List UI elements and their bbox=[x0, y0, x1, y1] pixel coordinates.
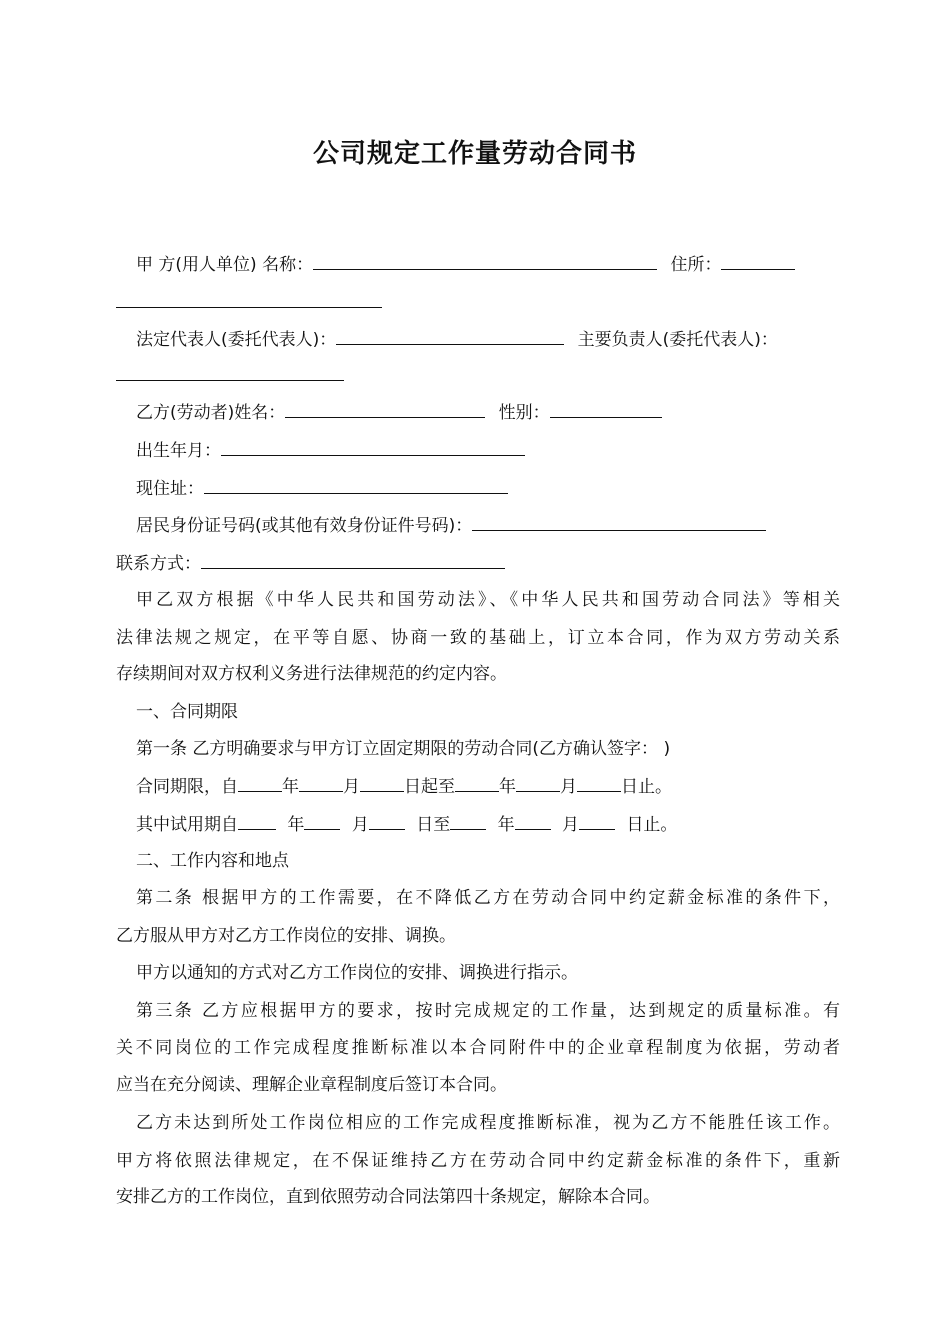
residence-blank bbox=[204, 477, 508, 494]
birth-label: 出生年月： bbox=[136, 441, 221, 461]
probation-prefix: 其中试用期自 bbox=[136, 815, 238, 835]
probation-start-month-blank bbox=[304, 813, 340, 830]
id-line bbox=[136, 514, 840, 537]
document-title: 公司规定工作量劳动合同书 bbox=[312, 139, 637, 169]
party-b-name-label: 乙方(劳动者)姓名： bbox=[136, 403, 286, 423]
probation-end-day-blank bbox=[579, 813, 615, 830]
term-month-label: 月 bbox=[343, 777, 360, 797]
article-3-line-3: 应当在充分阅读、理解企业章程制度后签订本合同。 bbox=[116, 1075, 507, 1095]
principal-blank bbox=[116, 364, 344, 381]
probation-year-label-2: 年 bbox=[497, 815, 515, 835]
term-start-year-blank bbox=[238, 775, 282, 792]
party-a-address-blank bbox=[721, 253, 795, 270]
probation-start-year-blank bbox=[238, 813, 276, 830]
section-1-heading: 一、合同期限 bbox=[136, 702, 238, 722]
term-prefix: 合同期限，自 bbox=[136, 777, 238, 797]
party-a-name-blank bbox=[313, 253, 657, 270]
term-end-year-blank bbox=[455, 775, 499, 792]
birth-blank bbox=[221, 439, 525, 456]
term-month-label-2: 月 bbox=[560, 777, 577, 797]
article-1: 第一条 乙方明确要求与甲方订立固定期限的劳动合同(乙方确认签字： ) bbox=[136, 739, 671, 759]
term-start-day-blank bbox=[360, 775, 404, 792]
contact-blank bbox=[201, 552, 505, 569]
unqualified-line-2: 甲方将依照法律规定，在不保证维持乙方在劳动合同中约定薪金标准的条件下，重新 bbox=[116, 1151, 840, 1171]
article-3-line-1: 第三条 乙方应根据甲方的要求，按时完成规定的工作量，达到规定的质量标准。有 bbox=[136, 1001, 840, 1021]
probation-end-month-blank bbox=[515, 813, 551, 830]
party-a-address-blank-2 bbox=[116, 291, 382, 308]
contact-label: 联系方式： bbox=[116, 554, 201, 574]
preamble-line-3: 存续期间对双方权利义务进行法律规范的约定内容。 bbox=[116, 664, 507, 684]
notice-line: 甲方以通知的方式对乙方工作岗位的安排、调换进行指示。 bbox=[136, 963, 578, 983]
party-a-name-label: 甲 方(用人单位) 名称： bbox=[136, 255, 314, 275]
term-year-label-2: 年 bbox=[499, 777, 516, 797]
term-day-end-label: 日止。 bbox=[621, 777, 672, 797]
probation-start-day-blank bbox=[369, 813, 405, 830]
party-b-name-line bbox=[136, 401, 840, 424]
probation-year-label: 年 bbox=[287, 815, 305, 835]
birth-line bbox=[136, 439, 840, 462]
preamble-line-1: 甲乙双方根据《中华人民共和国劳动法》、《中华人民共和国劳动合同法》等相关 bbox=[136, 590, 840, 610]
residence-line bbox=[136, 477, 840, 500]
party-a-address-label: 住所： bbox=[670, 255, 722, 275]
gender-label: 性别： bbox=[498, 403, 550, 423]
preamble-line-2: 法律法规之规定，在平等自愿、协商一致的基础上，订立本合同，作为双方劳动关系 bbox=[116, 628, 840, 648]
term-end-month-blank bbox=[516, 775, 560, 792]
unqualified-line-1: 乙方未达到所处工作岗位相应的工作完成程度推断标准，视为乙方不能胜任该工作。 bbox=[136, 1113, 840, 1133]
term-day-from-label: 日起至 bbox=[404, 777, 455, 797]
gender-blank bbox=[550, 401, 662, 418]
article-3-line-2: 关不同岗位的工作完成程度推断标准以本合同附件中的企业章程制度为依据，劳动者 bbox=[116, 1038, 840, 1058]
article-2-line-1: 第二条 根据甲方的工作需要，在不降低乙方在劳动合同中约定薪金标准的条件下， bbox=[136, 888, 840, 908]
term-year-label: 年 bbox=[282, 777, 299, 797]
probation-day-to-label: 日至 bbox=[416, 815, 451, 835]
id-blank bbox=[472, 514, 766, 531]
probation-month-label-2: 月 bbox=[562, 815, 580, 835]
article-2-line-2: 乙方服从甲方对乙方工作岗位的安排、调换。 bbox=[116, 926, 456, 946]
principal-label: 主要负责人(委托代表人)： bbox=[577, 330, 778, 350]
contact-line bbox=[116, 552, 840, 575]
party-a-rep-line bbox=[136, 328, 840, 351]
term-start-month-blank bbox=[299, 775, 343, 792]
probation-day-end-label: 日止。 bbox=[626, 815, 678, 835]
probation-month-label: 月 bbox=[351, 815, 369, 835]
id-label: 居民身份证号码(或其他有效身份证件号码)： bbox=[136, 516, 473, 536]
legal-rep-blank bbox=[336, 328, 564, 345]
probation-line bbox=[136, 813, 840, 836]
principal-continuation bbox=[116, 364, 840, 387]
probation-end-year-blank bbox=[450, 813, 486, 830]
party-a-name-line bbox=[136, 253, 840, 276]
term-end-day-blank bbox=[577, 775, 621, 792]
residence-label: 现住址： bbox=[136, 479, 204, 499]
contract-term-line bbox=[136, 775, 840, 798]
legal-rep-label: 法定代表人(委托代表人)： bbox=[136, 330, 337, 350]
party-b-name-blank bbox=[285, 401, 485, 418]
unqualified-line-3: 安排乙方的工作岗位，直到依照劳动合同法第四十条规定，解除本合同。 bbox=[116, 1187, 660, 1207]
party-a-address-continuation bbox=[116, 291, 840, 314]
section-2-heading: 二、工作内容和地点 bbox=[136, 851, 289, 871]
